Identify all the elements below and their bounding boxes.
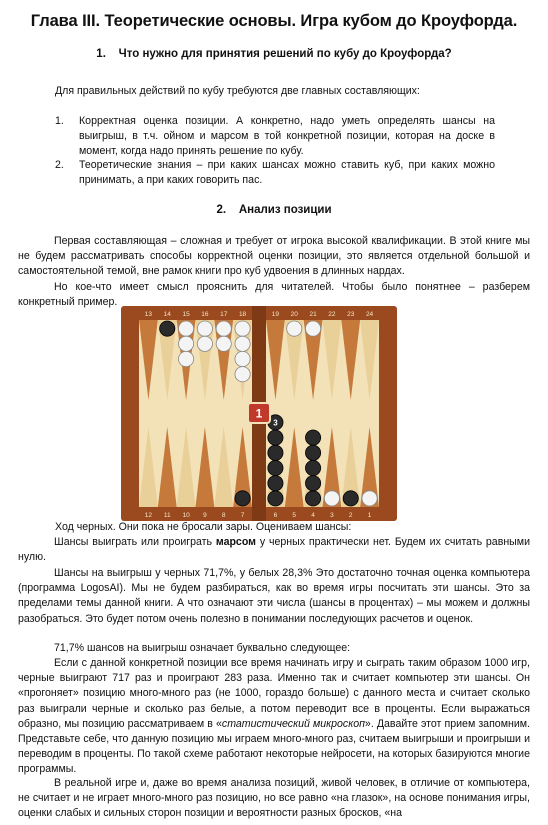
paragraph: В реальной игре и, даже во время анализа позиций, живой человек, в отличие от компьютера, не считает и не играет много-много раз позицию, но все равно «на глазок», на основе понимания игры, оценки слабых и сильных сторон позиции и вероятности разных бросков, «на xyxy=(18,777,530,820)
black-checker xyxy=(268,430,283,445)
point-number: 15 xyxy=(182,311,190,318)
point-number: 21 xyxy=(309,311,317,318)
white-checker xyxy=(178,351,193,366)
paragraph xyxy=(18,656,530,778)
section-2-heading xyxy=(0,204,548,216)
doubling-cube-value: 1 xyxy=(255,406,263,421)
point-number: 13 xyxy=(144,311,153,318)
bold-term: марсом xyxy=(215,536,256,548)
black-checker xyxy=(268,476,283,491)
paragraph xyxy=(18,535,530,565)
list-item-text: Корректная оценка позиции. А конкретно, надо уметь определять шансы на выигрыш, в т.ч. ойном и марсом в той конкретной позиции, которая на доске в момент, когда надо принять решение по кубу. xyxy=(79,115,495,158)
point-number: 4 xyxy=(311,512,315,519)
paragraph: Но кое-что имеет смысл прояснить для читателей. Чтобы было понятнее – разберем конкретный пример. xyxy=(18,281,530,309)
white-checker xyxy=(324,491,339,506)
point-number: 1 xyxy=(367,512,372,519)
black-checker xyxy=(160,321,175,336)
point-number: 12 xyxy=(144,512,153,519)
section-2-number: 2. xyxy=(216,204,227,216)
white-checker xyxy=(235,336,250,351)
section-1-heading xyxy=(0,48,548,60)
point-number: 10 xyxy=(182,512,190,519)
white-checker xyxy=(235,321,250,336)
board-caption: Ход черных. Они пока не бросали зары. Оцениваем шансы: xyxy=(55,521,352,533)
list-item-number: 2. xyxy=(55,159,64,171)
paragraph: Первая составляющая – сложная и требует от игрока высокой квалификации. В этой книге мы не будем рассматривать способы корректной оценки позиции, это является отдельной большой и самостоятельной темой, вне рамок книги про куб удвоения в длинных нардах. xyxy=(18,235,530,278)
list-item xyxy=(55,158,495,188)
white-checker xyxy=(178,336,193,351)
black-checker xyxy=(268,491,283,506)
list-item xyxy=(55,114,495,159)
point-number: 16 xyxy=(201,311,209,318)
black-checker xyxy=(305,460,320,475)
white-checker xyxy=(197,336,212,351)
white-checker xyxy=(362,491,377,506)
point-number: 20 xyxy=(290,311,298,318)
black-checker xyxy=(305,491,320,506)
point-number: 3 xyxy=(330,512,334,519)
doubling-cube xyxy=(248,403,270,423)
point-number: 11 xyxy=(163,512,171,519)
intro-text: Для правильных действий по кубу требуются две главных составляющих: xyxy=(55,85,420,97)
white-checker xyxy=(197,321,212,336)
black-checker xyxy=(343,491,358,506)
section-1-number: 1. xyxy=(96,48,106,60)
section-2-title: Анализ позиции xyxy=(238,204,332,216)
white-checker xyxy=(178,321,193,336)
point-number: 23 xyxy=(347,311,355,318)
italic-term: статистический микроскоп xyxy=(221,717,365,730)
point-number: 18 xyxy=(238,311,247,318)
black-checker xyxy=(305,476,320,491)
text-fragment: у черных практически нет. Будем их считать равными нулю. xyxy=(18,536,530,564)
point-number: 2 xyxy=(348,512,353,519)
white-checker xyxy=(235,367,250,382)
text-fragment: Если с данной конкретной позиции все время начинать игру и сыграть таким образом 1000 игр, черные выиграют 717 раз и проиграют 283 раза. Именно так и считает компьютер эти шансы. Он «прогоняет» позицию много-много раз (не 1000, гораздо больше) с данного места и считает сколько раз выиграли черные и сколько раз белые, а потом переводит все в проценты. Если выражаться образно, мы позицию рассматриваем в « xyxy=(18,657,530,730)
stack-count-label: 3 xyxy=(273,418,278,428)
point-number: 24 xyxy=(365,311,374,318)
point-number: 14 xyxy=(163,311,171,318)
paragraph: 71,7% шансов на выигрыш означает буквально следующее: xyxy=(54,642,351,654)
point-number: 19 xyxy=(271,311,280,318)
point-number: 9 xyxy=(203,512,207,519)
white-checker xyxy=(305,321,320,336)
list-item-number: 1. xyxy=(55,115,64,127)
backgammon-board xyxy=(121,306,397,521)
section-1-title: Что нужно для принятия решений по кубу до Кроуфорда? xyxy=(118,48,452,60)
white-checker xyxy=(287,321,302,336)
point-number: 17 xyxy=(220,311,228,318)
black-checker xyxy=(305,445,320,460)
board-right-half xyxy=(266,320,379,507)
point-number: 6 xyxy=(273,512,278,519)
chapter-title: Глава III. Теоретические основы. Игра кубом до Кроуфорда. xyxy=(30,12,518,30)
text-fragment: ». Давайте этот прием запомним. Представьте себе, что данную позицию мы играем много-много раз, считаем выигрыши и проигрыши и переводим в проценты. По такой схеме работают некоторые нейросети, на которых базируются многие программы. xyxy=(18,717,530,776)
board-left-half xyxy=(139,320,252,507)
white-checker xyxy=(235,351,250,366)
point-number: 8 xyxy=(221,512,226,519)
black-checker xyxy=(268,460,283,475)
black-checker xyxy=(305,430,320,445)
point-number: 7 xyxy=(240,512,245,519)
white-checker xyxy=(216,336,231,351)
point-number: 5 xyxy=(292,512,297,519)
black-checker xyxy=(235,491,250,506)
black-checker xyxy=(268,445,283,460)
white-checker xyxy=(216,321,231,336)
paragraph: Шансы на выигрыш у черных 71,7%, у белых 28,3% Это достаточно точная оценка компьютера (программа LogosAI). Мы не будем разбираться, как во время игры посчитать эти шансы. Это за пределами темы данной книги. А что означают эти числа (шансы в процентах) – мы можем и должны разобраться. Это будет потом очень полезно в понимании последующих расчетов и оценок. xyxy=(18,567,530,625)
point-number: 22 xyxy=(328,311,336,318)
list-item-text: Теоретические знания – при каких шансах можно ставить куб, при каких можно принимать, а при каких говорить пас. xyxy=(79,159,495,187)
text-fragment: Шансы выиграть или проиграть xyxy=(54,536,216,548)
